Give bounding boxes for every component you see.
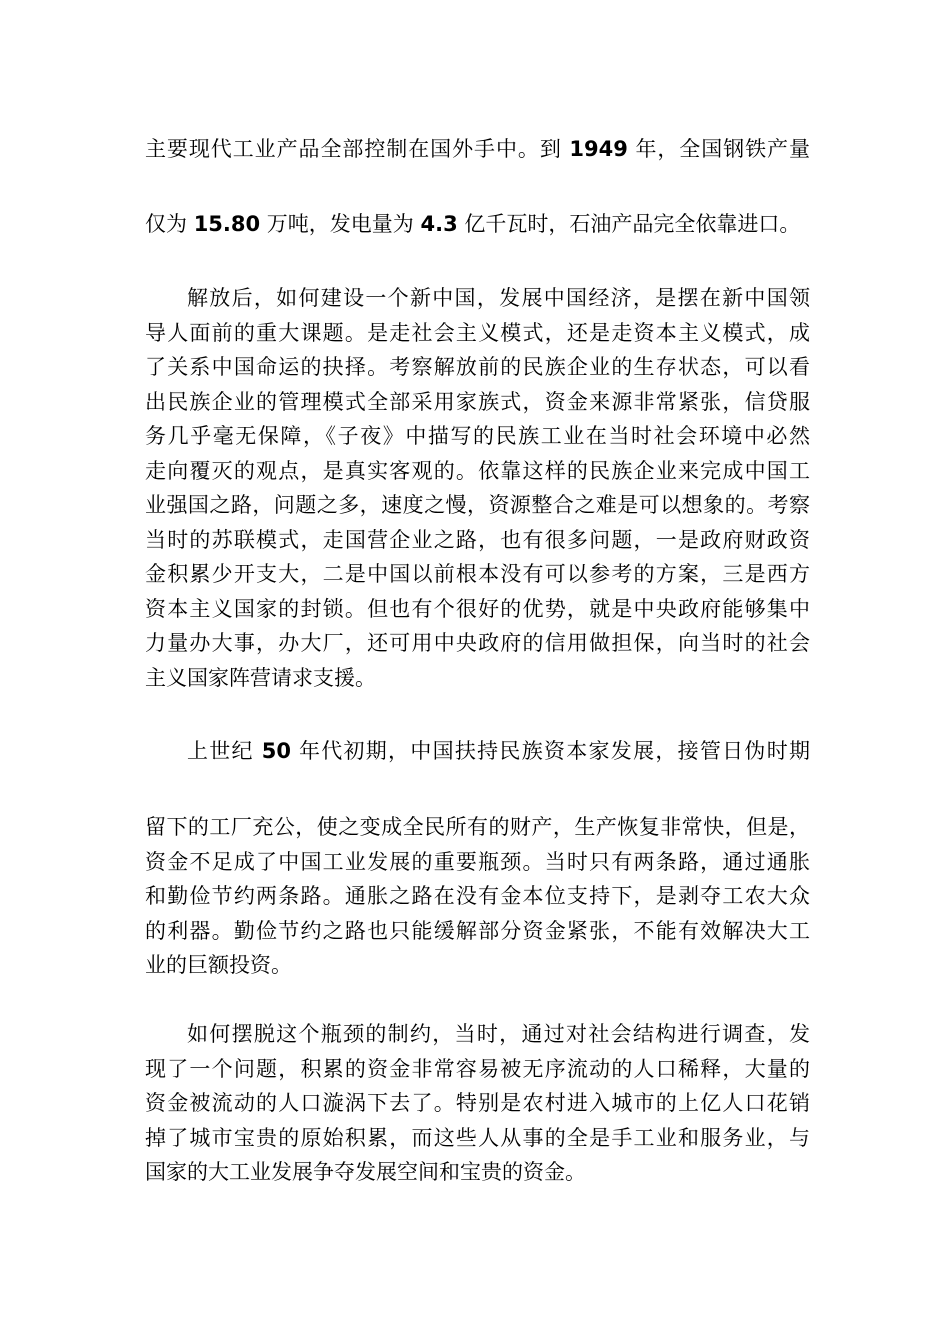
text-line: 和勤俭节约两条路。通胀之路在没有金本位支持下，是剥夺工农大众 xyxy=(145,884,810,908)
text-line: 现了一个问题，积累的资金非常容易被无序流动的人口稀释，大量的 xyxy=(145,1056,810,1081)
text-line: 资本主义国家的封锁。但也有个很好的优势，就是中央政府能够集中 xyxy=(145,596,810,621)
text-line xyxy=(145,207,810,242)
year-number: 1949 xyxy=(569,137,628,161)
text-run: 年，全国钢铁产量 xyxy=(627,137,810,161)
text-line: 资金不足成了中国工业发展的重要瓶颈。当时只有两条路，通过通胀 xyxy=(145,849,810,874)
text-line: 务几乎毫无保障，《子夜》中描写的民族工业在当时社会环境中必然 xyxy=(145,424,810,448)
text-line: 主义国家阵营请求支援。 xyxy=(145,665,376,690)
paragraph-continuation xyxy=(145,132,810,167)
text-line: 解放后，如何建设一个新中国，发展中国经济，是摆在新中国领 xyxy=(187,286,810,310)
text-run: 主要现代工业产品全部控制在国外手中。到 xyxy=(145,137,570,161)
text-line: 了关系中国命运的抉择。考察解放前的民族企业的生存状态，可以看 xyxy=(145,355,810,379)
text-line: 留下的工厂充公，使之变成全民所有的财产，生产恢复非常快，但是， xyxy=(145,815,810,839)
paragraph-bottleneck xyxy=(145,1017,810,1190)
text-run: 上世纪 xyxy=(187,739,262,763)
decade-number: 50 xyxy=(261,739,292,763)
text-line: 业的巨额投资。 xyxy=(145,953,292,977)
text-line: 业强国之路，问题之多，速度之慢，资源整合之难是可以想象的。考察 xyxy=(145,493,810,517)
text-line: 国家的大工业发展争夺发展空间和宝贵的资金。 xyxy=(145,1160,586,1184)
text-line: 金积累少开支大，二是中国以前根本没有可以参考的方案，三是西方 xyxy=(145,562,810,586)
text-line: 出民族企业的管理模式全部采用家族式，资金来源非常紧张，信贷服 xyxy=(145,389,810,414)
text-line: 导人面前的重大课题。是走社会主义模式，还是走资本主义模式，成 xyxy=(145,320,810,345)
text-run: 仅为 xyxy=(145,212,194,236)
paragraph-liberation xyxy=(145,281,810,695)
paragraph-fifties-body xyxy=(145,810,810,983)
power-output-number: 4.3 xyxy=(420,212,458,236)
paragraph-fifties xyxy=(145,734,810,769)
text-line: 走向覆灭的观点，是真实客观的。依靠这样的民族企业来完成中国工 xyxy=(145,458,810,483)
text-line: 当时的苏联模式，走国营企业之路，也有很多问题，一是政府财政资 xyxy=(145,527,810,552)
text-line: 如何摆脱这个瓶颈的制约，当时，通过对社会结构进行调查，发 xyxy=(187,1022,810,1046)
paragraph-continuation-line2 xyxy=(145,207,810,242)
text-run: 万吨，发电量为 xyxy=(260,212,421,236)
text-run: 年代初期，中国扶持民族资本家发展，接管日伪时期 xyxy=(291,739,810,763)
steel-output-number: 15.80 xyxy=(193,212,261,236)
text-line xyxy=(145,734,810,769)
text-run: 亿千瓦时，石油产品完全依靠进口。 xyxy=(457,212,801,236)
text-line: 力量办大事，办大厂，还可用中央政府的信用做担保，向当时的社会 xyxy=(145,631,810,655)
text-line: 掉了城市宝贵的原始积累，而这些人从事的全是手工业和服务业，与 xyxy=(145,1125,810,1150)
text-line: 资金被流动的人口漩涡下去了。特别是农村进入城市的上亿人口花销 xyxy=(145,1091,810,1115)
text-line xyxy=(145,132,810,167)
text-line: 的利器。勤俭节约之路也只能缓解部分资金紧张，不能有效解决大工 xyxy=(145,918,810,943)
